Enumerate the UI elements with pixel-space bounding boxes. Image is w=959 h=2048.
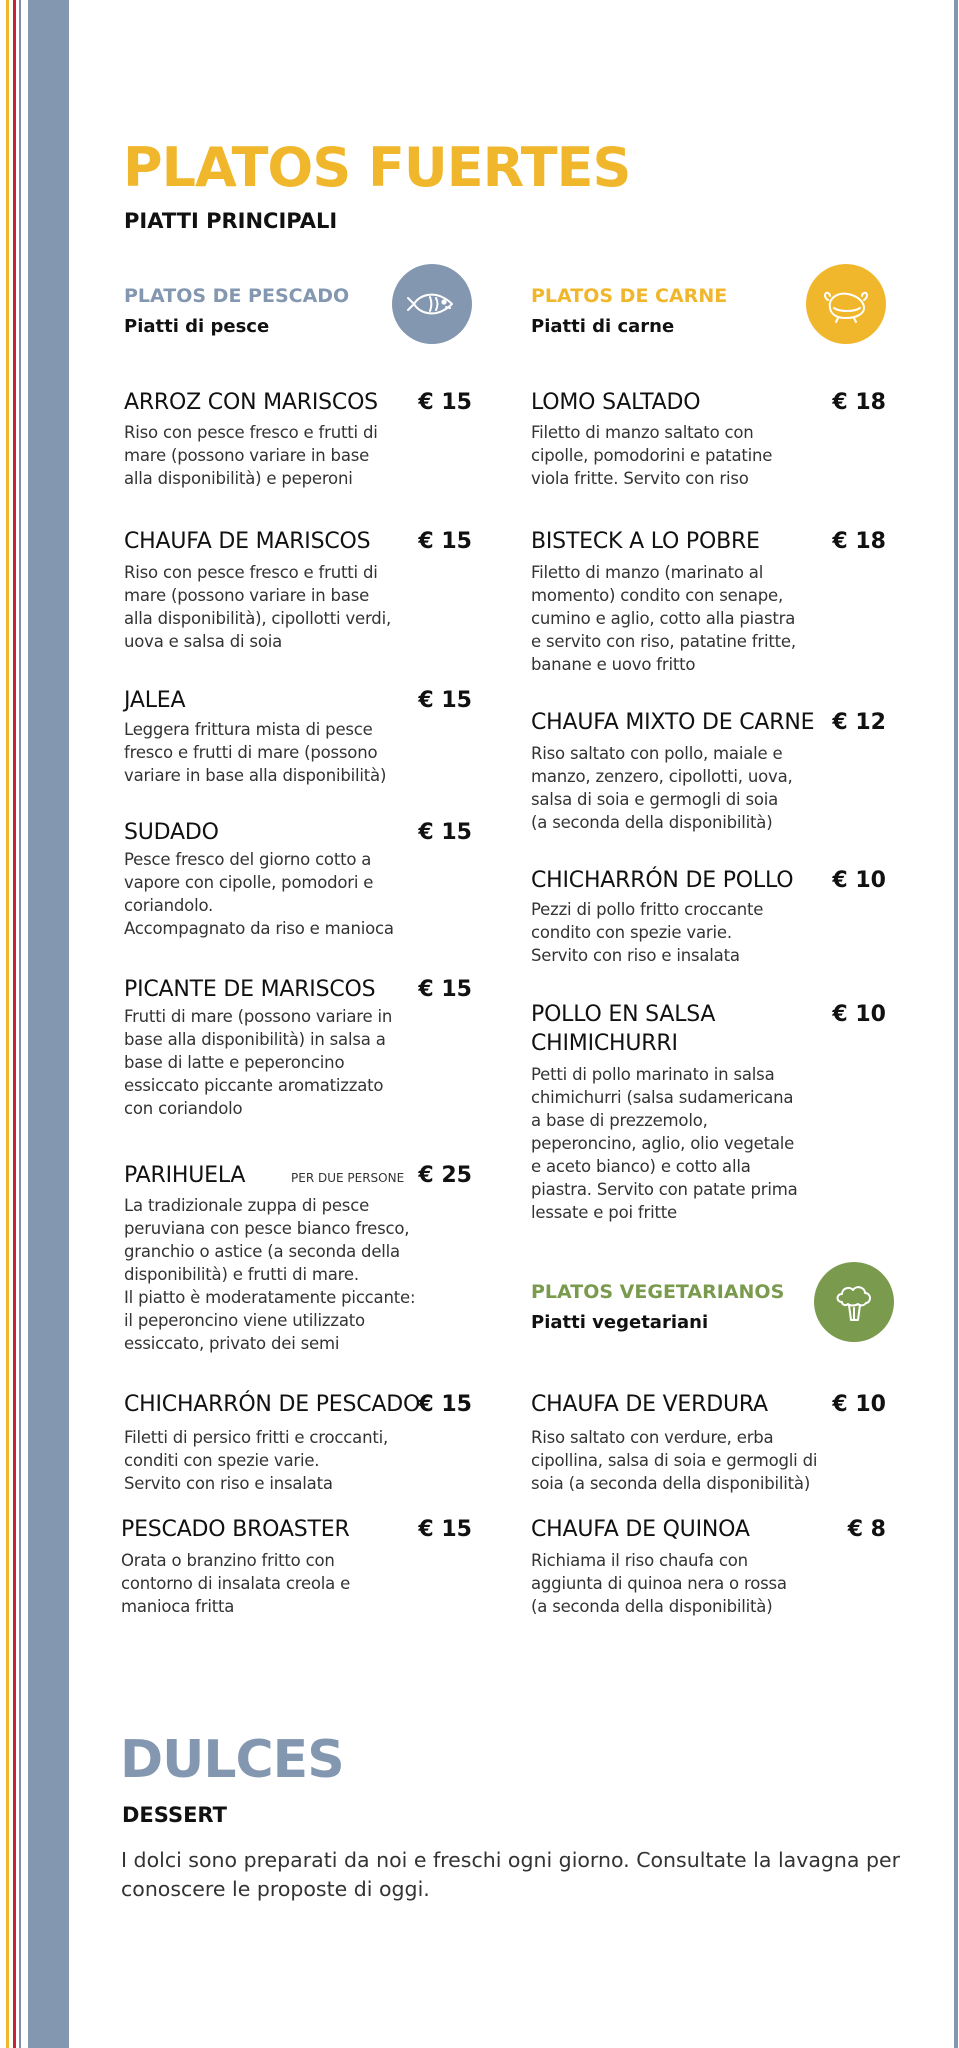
fish-item-name: PICANTE DE MARISCOS: [124, 977, 376, 1002]
veg-item-name: CHAUFA DE QUINOA: [531, 1517, 750, 1542]
decorative-stripe-red: [13, 0, 16, 2048]
decorative-stripe-right: [954, 0, 958, 2048]
dessert-title: DULCES: [120, 1730, 344, 1790]
meat-item-description: Filetto di manzo (marinato al momento) condito con senape, cumino e aglio, cotto alla piastra e servito con riso, patatine fritte, banane e uovo fritto: [531, 563, 796, 674]
meat-item-name: POLLO EN SALSA CHIMICHURRI: [531, 1002, 716, 1056]
decorative-band-slate: [28, 0, 69, 2048]
veg-section-title: PLATOS VEGETARIANOS: [531, 1281, 785, 1303]
meat-badge: [806, 264, 886, 344]
fish-badge: [392, 264, 472, 344]
meat-item-description: Pezzi di pollo fritto croccante condito con spezie varie. Servito con riso e insalata: [531, 900, 764, 965]
veg-item-description: Richiama il riso chaufa con aggiunta di quinoa nera o rossa (a seconda della disponibilità): [531, 1551, 787, 1616]
meat-item-name: CHICHARRÓN DE POLLO: [531, 868, 794, 893]
decorative-stripe-slate: [19, 0, 21, 2048]
veg-item-description: Riso saltato con verdure, erba cipollina, salsa di soia e germogli di soia (a seconda della disponibilità): [531, 1428, 818, 1493]
page-title: PLATOS FUERTES: [123, 136, 631, 199]
fish-item-note: PER DUE PERSONE: [291, 1171, 405, 1185]
fish-item-price: € 15: [418, 529, 472, 554]
meat-section-subtitle: Piatti di carne: [531, 316, 675, 337]
meat-item-name: CHAUFA MIXTO DE CARNE: [531, 710, 815, 735]
fish-item-description: Orata o branzino fritto con contorno di insalata creola e manioca fritta: [121, 1551, 351, 1616]
decorative-stripe-yellow: [6, 0, 9, 2048]
meat-section-title: PLATOS DE CARNE: [531, 285, 728, 307]
veg-item-price: € 10: [832, 1392, 886, 1417]
fish-item-price: € 15: [418, 820, 472, 845]
meat-item-price: € 12: [832, 710, 886, 735]
fish-section-subtitle: Piatti di pesce: [124, 316, 270, 337]
meat-item-name: BISTECK A LO POBRE: [531, 529, 760, 554]
veg-item-price: € 8: [847, 1517, 886, 1542]
meat-item-description: Petti di pollo marinato in salsa chimichurri (salsa sudamericana a base di prezzemolo, peperoncino, aglio, olio vegetale e aceto bianco) e cotto alla piastra. Servito con patate prima lessate e poi fritte: [531, 1065, 798, 1222]
fish-item-name: CHAUFA DE MARISCOS: [124, 529, 371, 554]
fish-item-description: Pesce fresco del giorno cotto a vapore con cipolle, pomodori e coriandolo. Accompagnato da riso e manioca: [124, 850, 394, 938]
fish-item-name: ARROZ CON MARISCOS: [124, 390, 378, 415]
chicken-icon: [820, 278, 872, 330]
fish-item-price: € 15: [418, 688, 472, 713]
fish-item-description: Frutti di mare (possono variare in base alla disponibilità) in salsa a base di latte e peperoncino essiccato piccante aromatizzato con coriandolo: [124, 1007, 393, 1118]
dessert-description: I dolci sono preparati da noi e freschi ogni giorno. Consultate la lavagna per conoscere le proposte di oggi.: [121, 1848, 901, 1901]
veg-badge: [814, 1262, 894, 1342]
fish-item-name: JALEA: [124, 688, 186, 713]
fish-item-name: PESCADO BROASTER: [121, 1517, 350, 1542]
fish-item-description: Filetti di persico fritti e croccanti, conditi con spezie varie. Servito con riso e insalata: [124, 1428, 389, 1493]
meat-item-price: € 10: [832, 1002, 886, 1027]
meat-item-description: Riso saltato con pollo, maiale e manzo, zenzero, cipollotti, uova, salsa di soia e germogli di soia (a seconda della disponibilità): [531, 744, 793, 832]
fish-item-price: € 15: [418, 977, 472, 1002]
fish-icon: [406, 278, 458, 330]
meat-item-price: € 10: [832, 868, 886, 893]
veg-item-name: CHAUFA DE VERDURA: [531, 1392, 768, 1417]
meat-item-description: Filetto di manzo saltato con cipolle, pomodorini e patatine viola fritte. Servito con riso: [531, 423, 773, 488]
fish-item-name: CHICHARRÓN DE PESCADO: [124, 1392, 421, 1417]
page-subtitle: PIATTI PRINCIPALI: [124, 209, 338, 233]
dessert-subtitle: DESSERT: [122, 1803, 227, 1827]
fish-item-description: Leggera frittura mista di pesce fresco e frutti di mare (possono variare in base alla disponibilità): [124, 720, 387, 785]
fish-section-title: PLATOS DE PESCADO: [124, 285, 350, 307]
meat-item-price: € 18: [832, 390, 886, 415]
meat-item-price: € 18: [832, 529, 886, 554]
fish-item-description: La tradizionale zuppa di pesce peruviana con pesce bianco fresco, granchio o astice (a seconda della disponibilità) e frutti di mare. Il piatto è moderatamente piccante: il peperoncino viene utilizzato essiccato, privato dei semi: [124, 1196, 416, 1353]
fish-item-price: € 15: [418, 390, 472, 415]
veg-section-subtitle: Piatti vegetariani: [531, 1312, 709, 1333]
fish-item-name: PARIHUELA: [124, 1163, 246, 1188]
fish-item-description: Riso con pesce fresco e frutti di mare (possono variare in base alla disponibilità), cipollotti verdi, uova e salsa di soia: [124, 563, 392, 651]
fish-item-description: Riso con pesce fresco e frutti di mare (possono variare in base alla disponibilità) e peperoni: [124, 423, 378, 488]
broccoli-icon: [828, 1276, 880, 1328]
fish-item-name: SUDADO: [124, 820, 219, 845]
fish-item-price: € 15: [418, 1517, 472, 1542]
fish-item-price: € 15: [418, 1392, 472, 1417]
meat-item-name: LOMO SALTADO: [531, 390, 701, 415]
fish-item-price: € 25: [418, 1163, 472, 1188]
